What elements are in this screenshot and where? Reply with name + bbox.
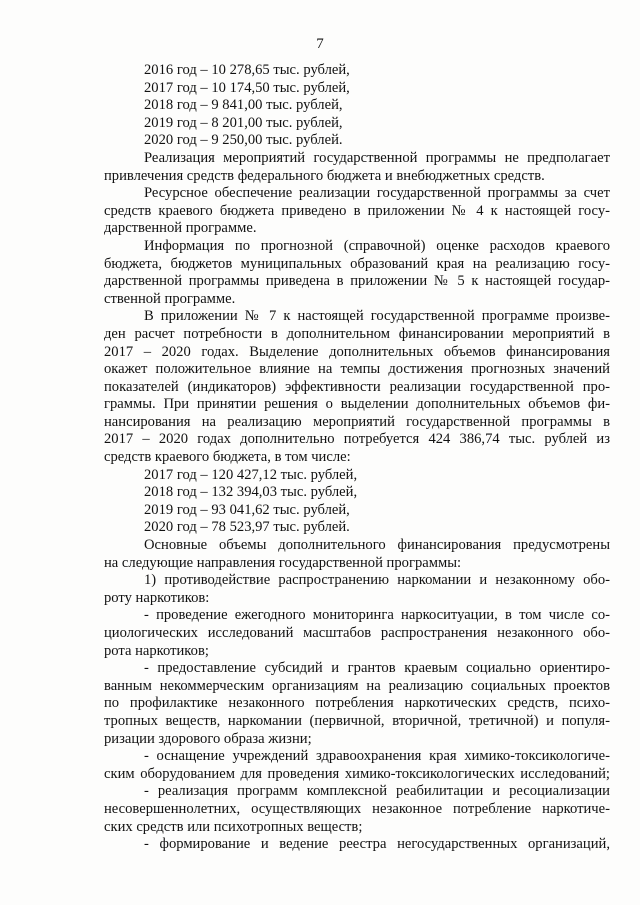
text-line: привлечения средств федерального бюджета и внебюджетных средств. [104,167,545,184]
text-line: 2017 – 2020 годах. Выделение дополнительных объемов финансирования [104,343,610,360]
text-line: - реализация программ комплексной реабилитации и ресоциализации [144,783,610,800]
text-line: нансирования на реализацию мероприятий государственной программы в [104,413,610,430]
text-line: 1) противодействие распространению наркомании и незаконному обо- [144,572,610,589]
text-line: - предоставление субсидий и грантов краевым социально ориентиро- [144,660,610,677]
text-line: ских средств или психотропных веществ; [104,818,363,835]
text-line: роту наркотиков: [104,589,210,606]
text-line: Информация по прогнозной (справочной) оценке расходов краевого [144,237,610,254]
text-line: 2020 год – 9 250,00 тыс. рублей. [144,132,343,149]
text-line: 2018 год – 9 841,00 тыс. рублей, [144,97,343,114]
text-line: показателей (индикаторов) эффективности реализации государственной про- [104,378,610,395]
text-line: граммы. При принятии решения о выделении дополнительных объемов фи- [104,396,610,413]
text-line: по профилактике незаконного потребления наркотических средств, психо- [104,695,610,712]
text-line: 2017 год – 10 174,50 тыс. рублей, [144,79,350,96]
page-number: 7 [316,36,324,52]
text-line: рота наркотиков; [104,642,209,659]
text-line: циологических исследований масштабов распространения незаконного обо- [104,625,610,641]
text-line: 2019 год – 8 201,00 тыс. рублей, [144,114,343,131]
text-line: Реализация мероприятий государственной программы не предполагает [144,149,610,166]
text-line: тропных веществ, наркомании (первичной, вторичной, третичной) и популя- [104,712,610,729]
text-line: ден расчет потребности в дополнительном финансировании мероприятий в [104,325,610,342]
text-line: бюджета, бюджетов муниципальных образований края на реализацию госу- [104,255,610,272]
text-line: 2019 год – 93 041,62 тыс. рублей, [144,501,350,518]
text-line: на следующие направления государственной программы: [104,554,462,571]
text-line: дарственной программы приведена в приложении № 5 к настоящей государ- [104,273,610,290]
text-line: Основные объемы дополнительного финансирования предусмотрены [144,537,610,554]
text-line: ванным некоммерческим организациям на реализацию социальных проектов [104,677,610,694]
text-line: ским оборудованием для проведения химико-токсикологических исследований; [104,765,610,782]
text-line: средств краевого бюджета приведено в приложении № 4 к настоящей госу- [104,202,610,219]
text-line: дарственной программе. [104,220,257,237]
text-line: ственной программе. [104,290,236,307]
text-line: 2016 год – 10 278,65 тыс. рублей, [144,62,350,78]
text-line: Ресурсное обеспечение реализации государственной программы за счет [144,185,610,202]
text-line: - оснащение учреждений здравоохранения края химико-токсикологиче- [144,748,610,765]
text-line: - проведение ежегодного мониторинга наркоситуации, в том числе со- [144,607,610,624]
text-line: В приложении № 7 к настоящей государственной программе произве- [144,308,610,325]
text-line: 2018 год – 132 394,03 тыс. рублей, [144,484,358,501]
text-line: окажет положительное влияние на темпы достижения прогнозных значений [104,361,610,378]
text-line: средств краевого бюджета, в том числе: [104,449,351,466]
document-body [104,62,610,854]
text-line: - формирование и ведение реестра негосударственных организаций, [144,836,610,853]
text-line: 2020 год – 78 523,97 тыс. рублей. [144,519,350,536]
text-line: 2017 год – 120 427,12 тыс. рублей, [144,466,358,483]
text-line: 2017 – 2020 годах дополнительно потребуется 424 386,74 тыс. рублей из [104,431,610,448]
text-line: ризации здорового образа жизни; [104,730,312,747]
text-line: несовершеннолетних, осуществляющих незаконное потребление наркотиче- [104,800,610,817]
